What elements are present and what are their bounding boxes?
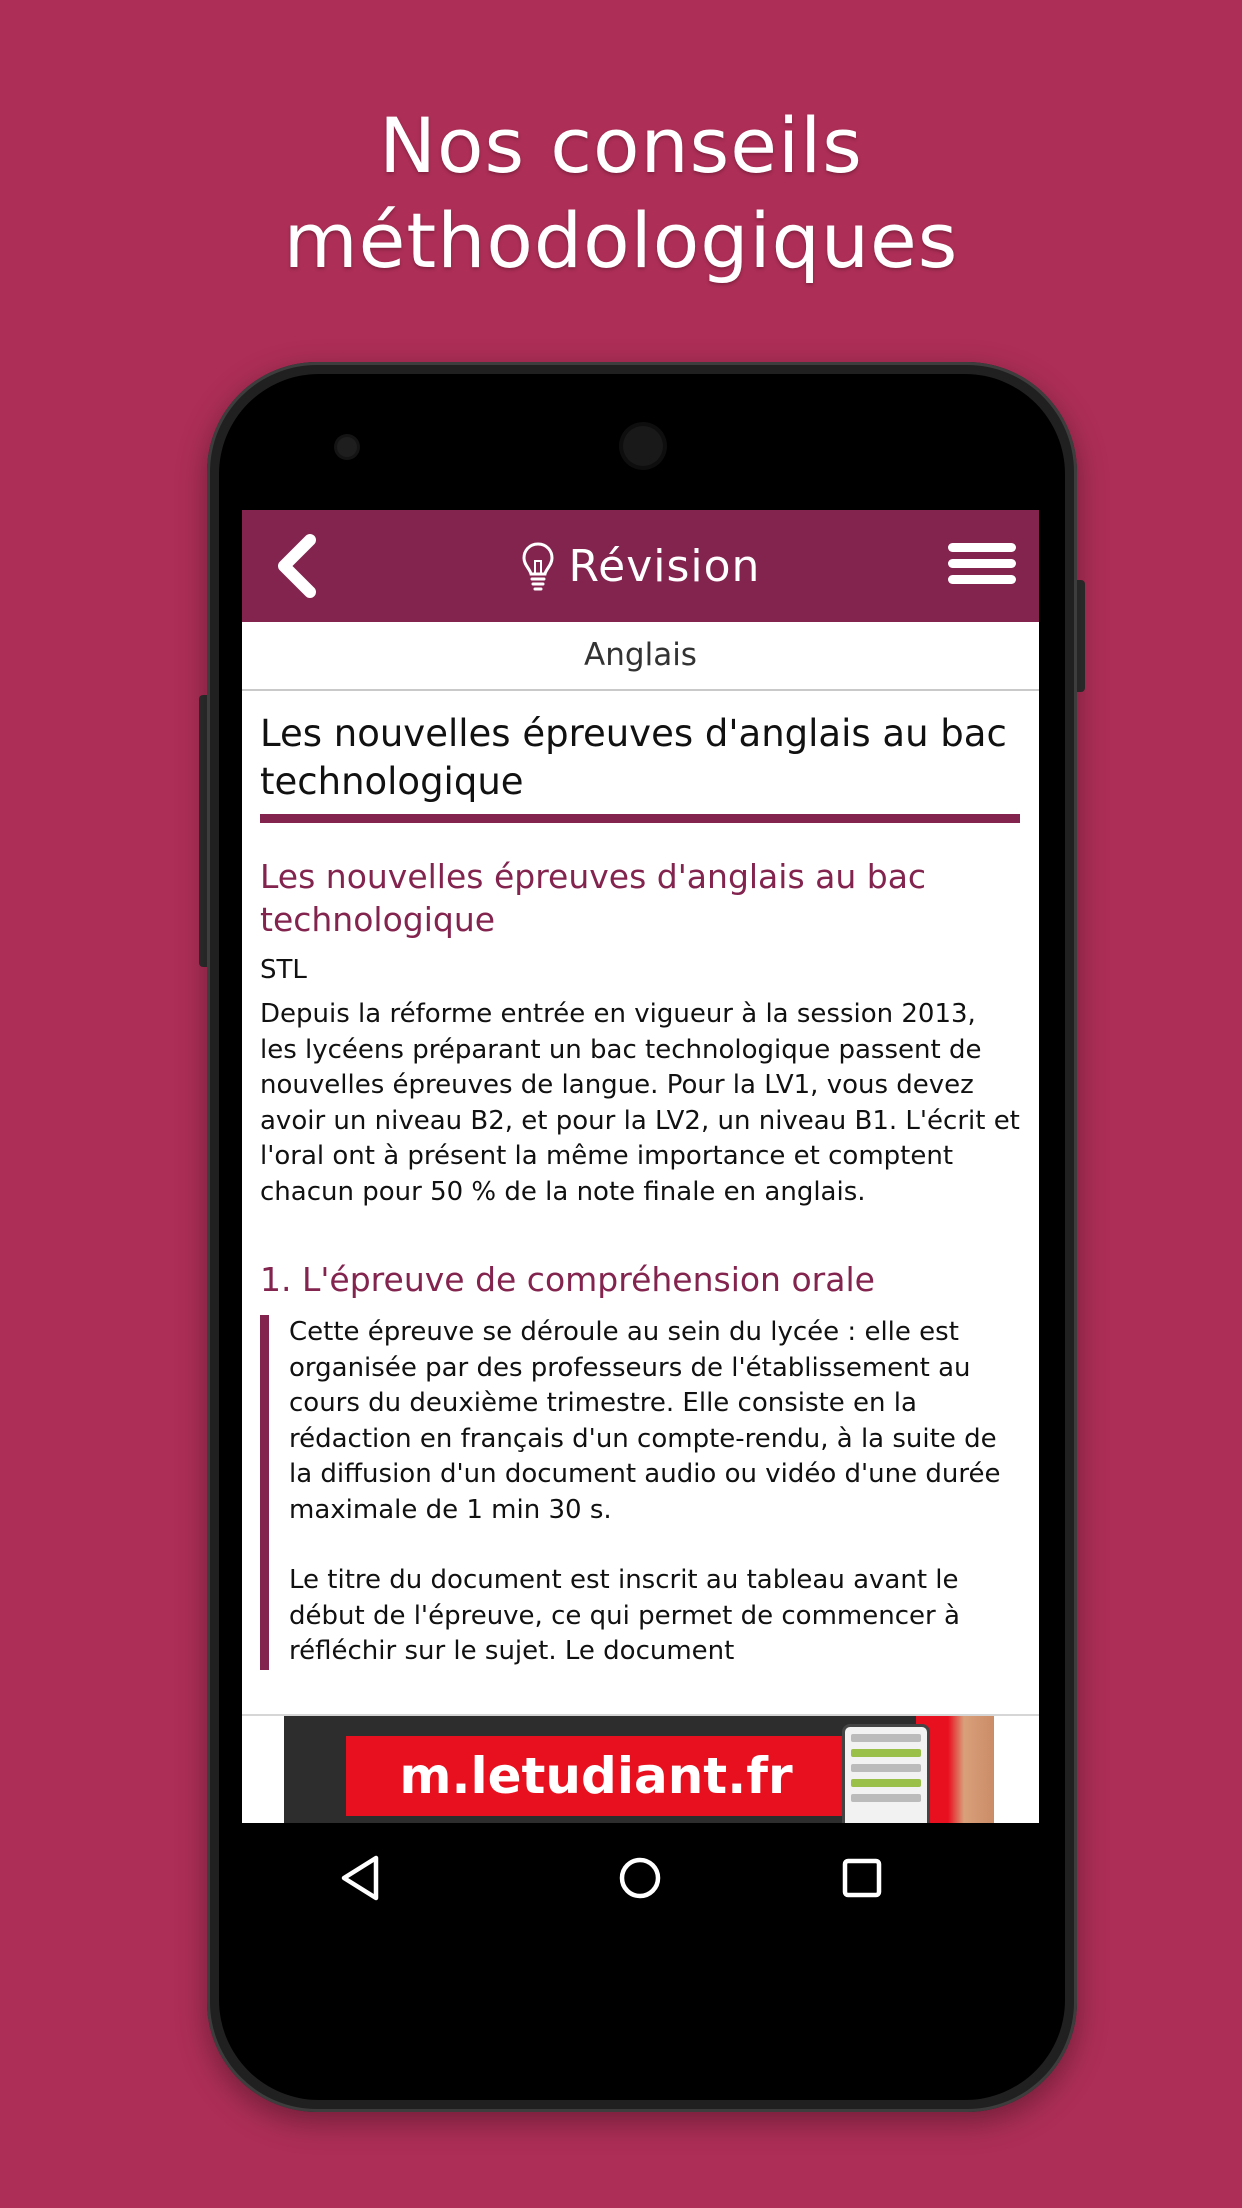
front-camera — [337, 437, 357, 457]
promo-title — [0, 98, 1242, 288]
ad-bar — [242, 1714, 1039, 1823]
article-content — [260, 690, 1020, 1670]
back-button[interactable] — [270, 532, 330, 600]
heading-comprehension-orale: 1. L'épreuve de compréhension orale — [260, 1260, 875, 1299]
phone-power-button — [1077, 580, 1085, 692]
nav-back-triangle-icon — [332, 1848, 392, 1908]
nav-home-button[interactable] — [610, 1848, 670, 1908]
series-tag: STL — [260, 955, 307, 985]
earpiece-speaker — [623, 426, 663, 466]
nav-back-button[interactable] — [332, 1848, 392, 1908]
promo-title-line1: Nos conseils — [379, 101, 863, 190]
chevron-left-icon — [270, 532, 330, 600]
nav-recents-button[interactable] — [832, 1848, 892, 1908]
quote-paragraph-2: Le titre du document est inscrit au tableau avant le début de l'épreuve, ce qui permet de commencer à réfléchir sur le sujet. Le document — [289, 1565, 960, 1666]
app-screen — [242, 510, 1039, 1823]
hamburger-menu-icon — [948, 543, 1016, 584]
lightbulb-icon — [521, 541, 555, 591]
intro-paragraph: Depuis la réforme entrée en vigueur à la session 2013, les lycéens préparant un bac technologique passent de nouvelles épreuves de langue. Pour la LV1, vous devez avoir un niveau B2, et pour la LV2, un niveau B1. L'écrit et l'oral ont à présent la même importance et comptent chacun pour 50 % de la note finale en anglais. — [260, 999, 1020, 1207]
section-title: Les nouvelles épreuves d'anglais au bac technologique — [260, 857, 927, 939]
nav-home-circle-icon — [610, 1848, 670, 1908]
subject-bar: Anglais — [242, 622, 1039, 691]
header-title-group — [242, 510, 1039, 622]
article-title: Les nouvelles épreuves d'anglais au bac technologique — [260, 710, 1020, 823]
menu-button[interactable] — [948, 543, 1016, 591]
android-navbar — [242, 1823, 1039, 1933]
quote-block — [260, 1315, 1020, 1670]
promo-title-line2: méthodologiques — [283, 196, 959, 285]
quote-paragraph-1: Cette épreuve se déroule au sein du lycée : elle est organisée par des professeurs de l'établissement au cours du deuxième trimestre. Elle consiste en la rédaction en français d'un compte-rendu, à la suite de la diffusion d'un document audio ou vidéo d'une durée maximale de 1 min 30 s. — [289, 1317, 1001, 1525]
ad-phone-image — [842, 1724, 930, 1823]
ad-text: m.letudiant.fr — [346, 1736, 846, 1816]
nav-recents-square-icon — [832, 1848, 892, 1908]
header-title: Révision — [568, 540, 761, 592]
app-header — [242, 510, 1039, 622]
ad-banner[interactable] — [284, 1716, 994, 1823]
